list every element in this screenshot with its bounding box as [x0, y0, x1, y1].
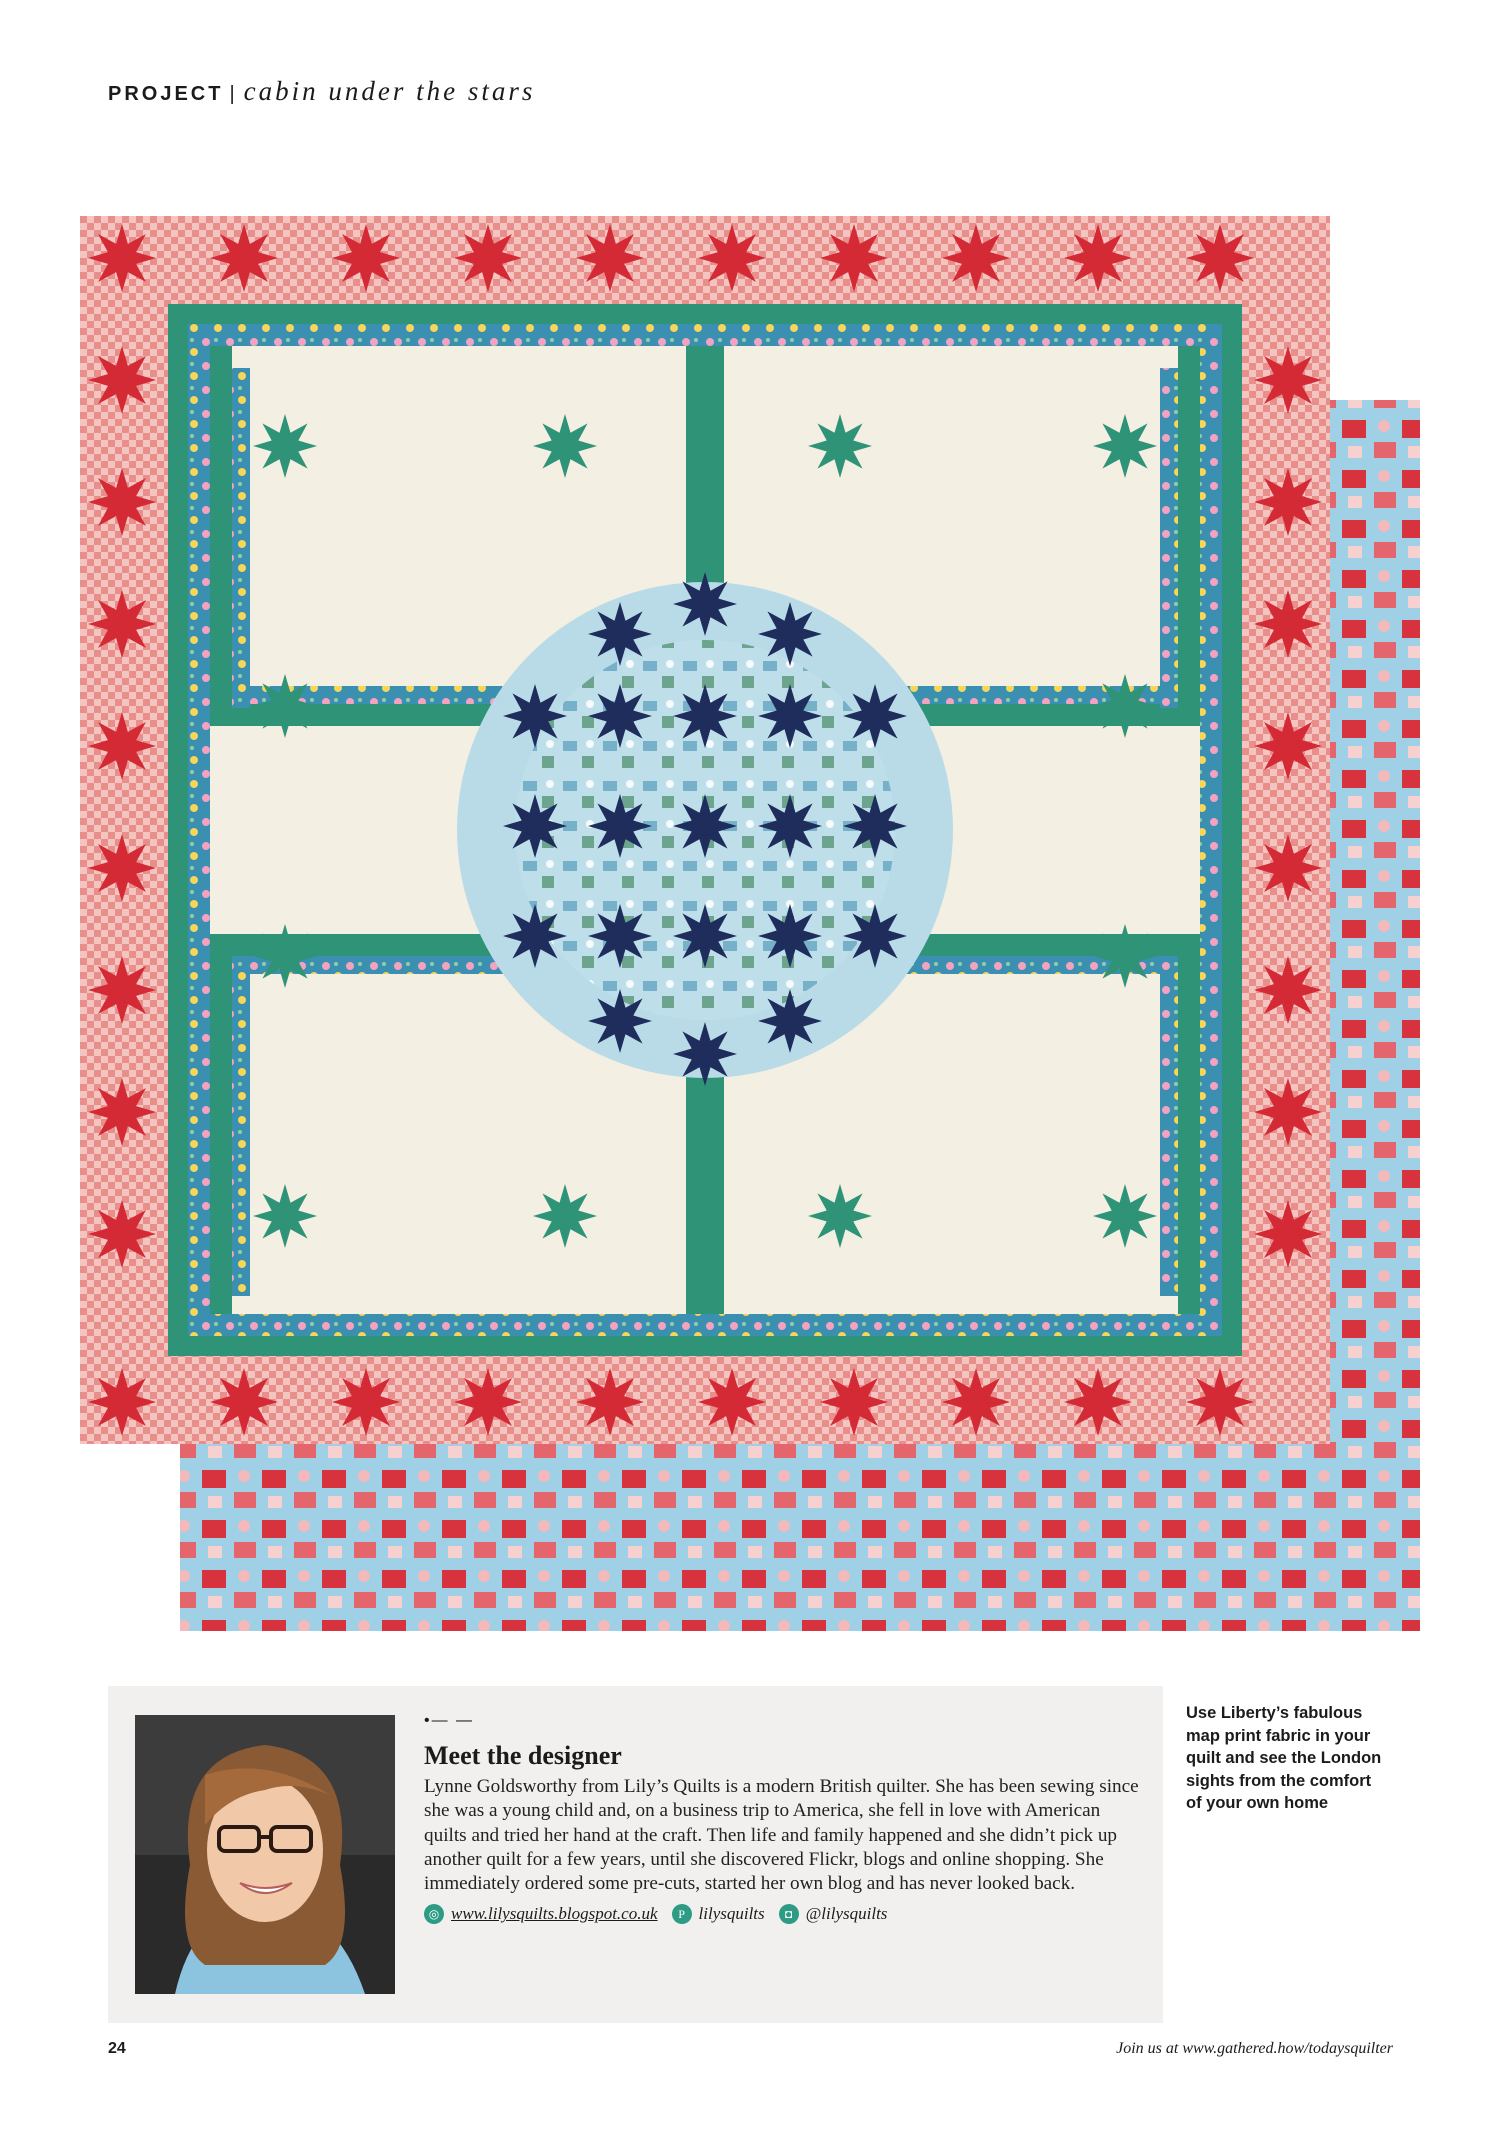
designer-box: [108, 1686, 1163, 2023]
border-star: [332, 224, 400, 292]
pinterest-handle[interactable]: lilysquilts: [698, 1904, 765, 1924]
border-star: [1254, 712, 1322, 780]
cabin-star: [1093, 414, 1157, 478]
circle-star: [758, 684, 822, 748]
border-star: [820, 1368, 888, 1436]
border-star: [698, 224, 766, 292]
border-star: [942, 1368, 1010, 1436]
circle-star: [758, 904, 822, 968]
border-star: [1186, 1368, 1254, 1436]
border-star: [454, 224, 522, 292]
border-star: [88, 468, 156, 536]
pinterest-link[interactable]: [672, 1904, 765, 1924]
border-star: [698, 1368, 766, 1436]
section-label: PROJECT: [108, 83, 224, 105]
circle-star: [673, 794, 737, 858]
circle-star: [673, 1022, 737, 1086]
border-star: [88, 590, 156, 658]
designer-heading: Meet the designer: [424, 1741, 622, 1770]
border-star: [1254, 1200, 1322, 1268]
designer-bio: Lynne Goldsworthy from Lily’s Quilts is a modern British quilter. She has been sewing since she was a young child and, on a business trip to America, she fell in love with American quilts and tried her hand at the craft. Then life and family happened and she didn’t pick up another quilt for a few years, until she discovered Flickr, blogs and online shopping. She immediately ordered some pre-cuts, started her own blog and has never looked back.: [424, 1776, 1139, 1895]
circle-star: [843, 904, 907, 968]
page-number: 24: [108, 2040, 126, 2057]
instagram-handle[interactable]: @lilysquilts: [805, 1904, 888, 1924]
border-star: [1254, 956, 1322, 1024]
pinterest-icon: P: [672, 1904, 692, 1924]
border-star: [332, 1368, 400, 1436]
footer-text: Join us at www.gathered.how/todaysquilter: [1116, 2040, 1393, 2057]
border-star: [88, 1200, 156, 1268]
border-star: [1064, 224, 1132, 292]
border-star: [820, 224, 888, 292]
project-title: cabin under the stars: [243, 76, 536, 106]
photo-caption: Use Liberty’s fabulous map print fabric in your quilt and see the London sights from the comfort of your own home: [1186, 1704, 1382, 1812]
quilt-photo: [80, 216, 1420, 1631]
border-star: [88, 712, 156, 780]
circle-star: [588, 602, 652, 666]
border-star: [88, 1368, 156, 1436]
circle-star: [588, 684, 652, 748]
cabin-star: [253, 414, 317, 478]
circle-star: [503, 794, 567, 858]
circle-star: [758, 794, 822, 858]
cabin-star: [808, 1184, 872, 1248]
designer-portrait: [135, 1715, 395, 1994]
cabin-star: [253, 1184, 317, 1248]
border-star: [1254, 834, 1322, 902]
circle-star: [503, 684, 567, 748]
circle-star: [588, 794, 652, 858]
circle-star: [673, 904, 737, 968]
website-url[interactable]: www.lilysquilts.blogspot.co.uk: [451, 1904, 658, 1924]
globe-icon: ◎: [424, 1904, 444, 1924]
border-star: [1186, 224, 1254, 292]
border-star: [210, 1368, 278, 1436]
decorative-dash: •— —: [424, 1712, 475, 1729]
circle-star: [503, 904, 567, 968]
border-star: [454, 1368, 522, 1436]
border-star: [576, 224, 644, 292]
border-star: [1254, 590, 1322, 658]
border-star: [88, 1078, 156, 1146]
border-star: [942, 224, 1010, 292]
website-link[interactable]: [424, 1904, 658, 1924]
cabin-star: [533, 1184, 597, 1248]
border-star: [88, 956, 156, 1024]
circle-star: [588, 904, 652, 968]
circle-star: [758, 602, 822, 666]
cabin-star: [1093, 924, 1157, 988]
instagram-link[interactable]: [779, 1904, 888, 1924]
cabin-star: [253, 924, 317, 988]
cabin-star: [808, 414, 872, 478]
cabin-star: [533, 414, 597, 478]
border-star: [576, 1368, 644, 1436]
cabin-star: [253, 674, 317, 738]
page-header: [108, 76, 535, 107]
circle-star: [758, 989, 822, 1053]
border-star: [88, 834, 156, 902]
circle-star: [843, 794, 907, 858]
border-star: [88, 346, 156, 414]
designer-links: [424, 1904, 1140, 1924]
circle-star: [588, 989, 652, 1053]
circle-star: [673, 684, 737, 748]
circle-star: [673, 572, 737, 636]
circle-star: [843, 684, 907, 748]
cabin-star: [1093, 674, 1157, 738]
border-star: [1254, 346, 1322, 414]
border-star: [1254, 1078, 1322, 1146]
designer-text: [424, 1713, 1140, 1924]
border-star: [210, 224, 278, 292]
border-star: [1254, 468, 1322, 536]
cabin-star: [1093, 1184, 1157, 1248]
header-separator: |: [229, 83, 238, 105]
border-star: [88, 224, 156, 292]
border-star: [1064, 1368, 1132, 1436]
instagram-icon: ◘: [779, 1904, 799, 1924]
